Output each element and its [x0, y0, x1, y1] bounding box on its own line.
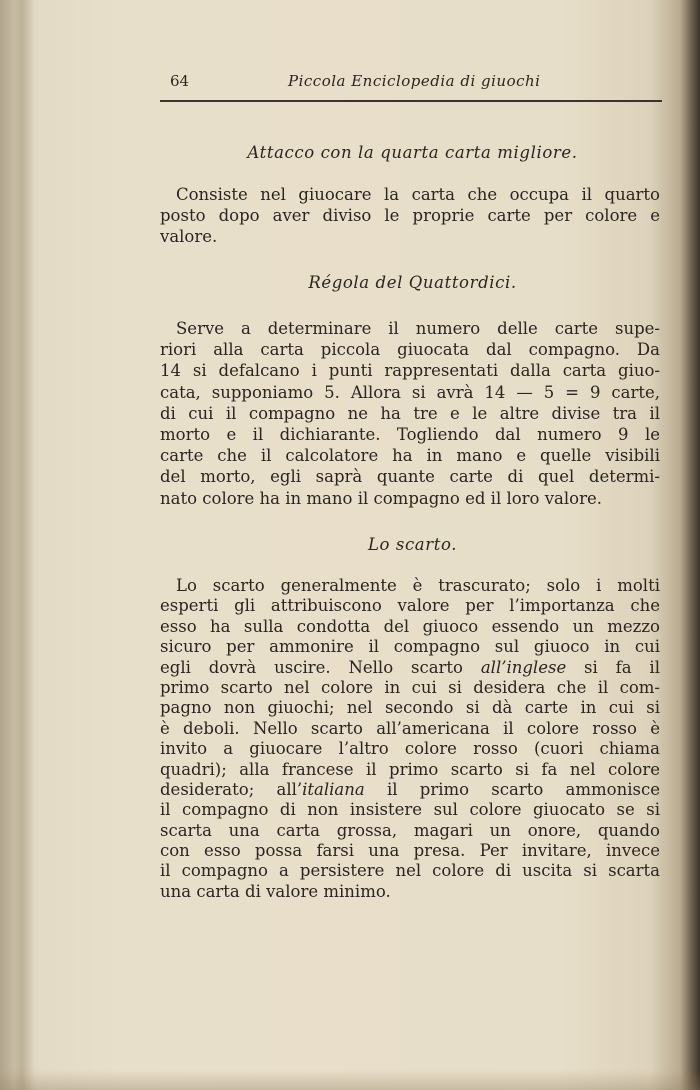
text-segment: una carta di valore minimo.: [160, 881, 391, 901]
text-line: [160, 576, 660, 596]
text-segment: quadri); alla francese il primo scarto si fa nel colore: [160, 759, 660, 779]
text-segment: si fa il: [566, 657, 660, 677]
text-segment: invito a giuocare l’altro colore rosso (cuori chiama: [160, 739, 660, 759]
text-segment: di cui il compagno ne ha tre e le altre divise tra il: [160, 403, 660, 423]
text-segment: Lo scarto generalmente è trascurato; solo i molti: [176, 576, 660, 595]
text-line: [160, 466, 660, 487]
text-segment: posto dopo aver diviso le proprie carte per colore e: [160, 206, 660, 226]
running-title: Piccola Enciclopedia di giuochi: [288, 72, 541, 90]
text-segment: Consiste nel giuocare la carta che occupa il quarto: [176, 185, 660, 204]
text-segment: cata, supponiamo 5. Allora si avrà 14 — 5 = 9 carte,: [160, 382, 660, 402]
text-line: [160, 760, 660, 780]
page-bottom-shadow: [0, 1070, 700, 1090]
text-segment: pagno non giuochi; nel secondo si dà carte in cui si: [160, 698, 660, 718]
text-segment: esperti gli attribuiscono valore per l’importanza che: [160, 596, 660, 616]
text-segment: egli dovrà uscire. Nello scarto: [160, 657, 481, 677]
text-segment: è deboli. Nello scarto all’americana il colore rosso è: [160, 718, 660, 738]
text-line: [160, 841, 660, 861]
text-line: [160, 184, 660, 205]
section-heading-regola: Régola del Quattordici.: [308, 273, 517, 292]
text-segment: esso ha sulla condotta del giuoco essendo un mezzo: [160, 616, 660, 636]
header-rule: [160, 100, 662, 102]
page-number: 64: [170, 72, 190, 90]
text-line: [160, 617, 660, 637]
text-segment: Serve a determinare il numero delle carte supe-: [176, 319, 660, 338]
text-line: [160, 739, 660, 759]
text-segment: morto e il dichiarante. Togliendo dal numero 9 le: [160, 424, 660, 444]
text-segment: carte che il calcolatore ha in mano e quelle visibili: [160, 446, 660, 466]
text-line: [160, 678, 660, 698]
paragraph-attacco: [160, 184, 660, 248]
text-line: [160, 637, 660, 657]
text-segment: il compagno a persistere nel colore di uscita si scarta: [160, 861, 660, 881]
italic-text: all’inglese: [480, 657, 567, 677]
text-line: [160, 318, 660, 339]
text-segment: primo scarto nel colore in cui si desidera che il com-: [160, 677, 660, 697]
text-line: [160, 882, 660, 902]
text-segment: nato colore ha in mano il compagno ed il loro valore.: [160, 488, 603, 508]
text-segment: valore.: [160, 227, 218, 247]
text-segment: il primo scarto ammonisce: [364, 779, 660, 799]
text-segment: 14 si defalcano i punti rappresentati dalla carta giuo-: [160, 361, 660, 381]
text-line: [160, 596, 660, 616]
text-line: [160, 780, 660, 800]
text-line: [160, 698, 660, 718]
text-line: [160, 488, 660, 509]
text-line: [160, 445, 660, 466]
text-segment: scarta una carta grossa, magari un onore, quando: [160, 820, 660, 840]
text-segment: con esso possa farsi una presa. Per invitare, invece: [160, 841, 660, 861]
section-heading-attacco: Attacco con la quarta carta migliore.: [247, 143, 578, 162]
text-line: [160, 403, 660, 424]
section-heading-scarto: Lo scarto.: [367, 535, 458, 554]
text-segment: desiderato; all’: [160, 779, 303, 799]
text-line: [160, 424, 660, 445]
italic-text: italiana: [302, 779, 365, 799]
page-left-edge: [0, 0, 38, 1090]
text-segment: sicuro per ammonire il compagno sul giuoco in cui: [160, 637, 660, 657]
text-line: [160, 339, 660, 360]
text-line: [160, 360, 660, 381]
text-line: [160, 719, 660, 739]
text-line: [160, 861, 660, 881]
paragraph-regola: [160, 318, 660, 509]
text-line: [160, 382, 660, 403]
text-line: [160, 821, 660, 841]
text-line: [160, 205, 660, 226]
text-line: [160, 800, 660, 820]
paragraph-scarto: [160, 576, 660, 902]
text-segment: del morto, egli saprà quante carte di quel determi-: [160, 467, 660, 487]
text-line: [160, 658, 660, 678]
text-segment: il compagno di non insistere sul colore giuocato se si: [160, 800, 660, 820]
text-line: [160, 226, 660, 247]
text-segment: riori alla carta piccola giuocata dal compagno. Da: [160, 340, 660, 360]
